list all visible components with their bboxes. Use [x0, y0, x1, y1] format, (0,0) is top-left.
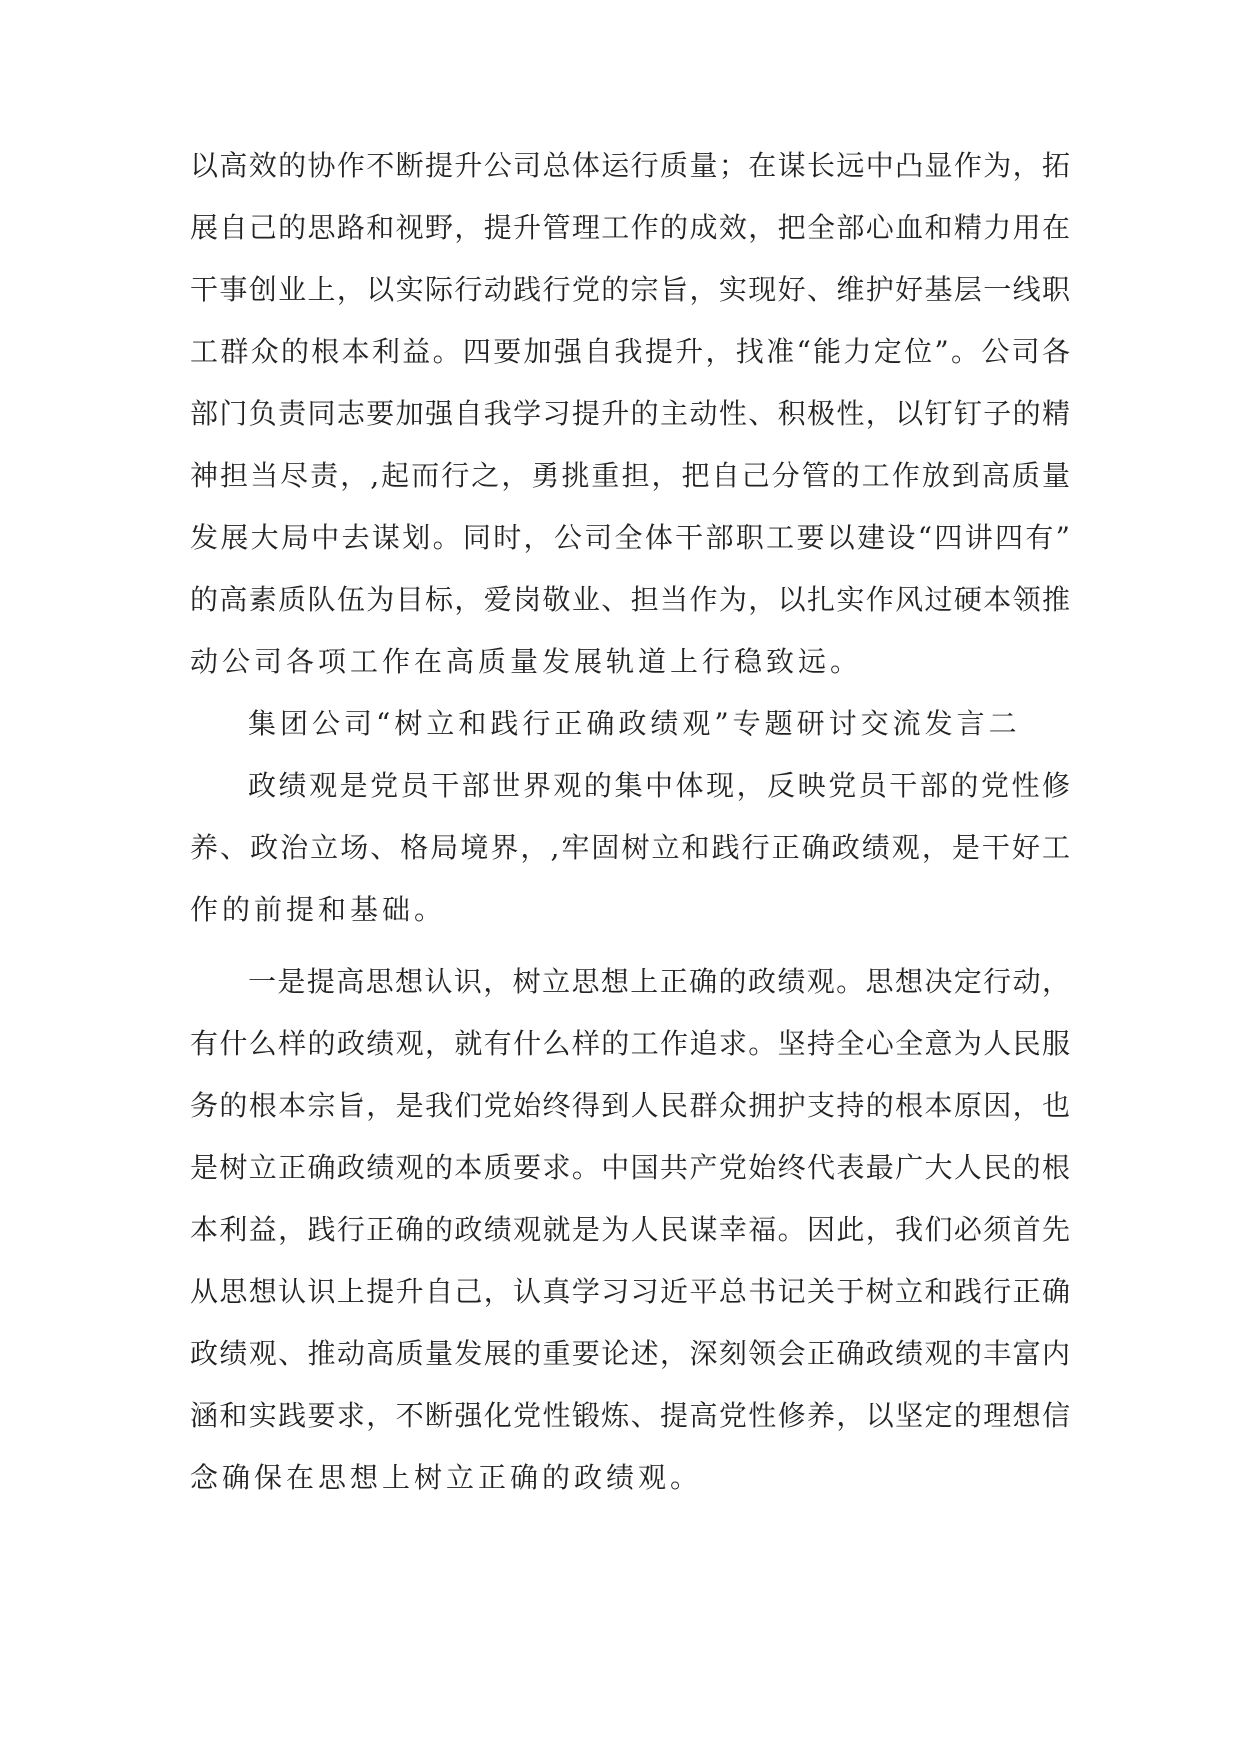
paragraph-line: 从思想认识上提升自己，认真学习习近平总书记关于树立和践行正确	[190, 1275, 1070, 1308]
paragraph-line: 政绩观、推动高质量发展的重要论述，深刻领会正确政绩观的丰富内	[190, 1337, 1070, 1370]
paragraph-line: 务的根本宗旨，是我们党始终得到人民群众拥护支持的根本原因，也	[190, 1089, 1070, 1122]
paragraph-line: 政绩观是党员干部世界观的集中体现，反映党员干部的党性修	[248, 769, 1070, 802]
paragraph-line: 神担当尽责，,起而行之，勇挑重担，把自己分管的工作放到高质量	[190, 459, 1070, 492]
paragraph-line: 一是提高思想认识，树立思想上正确的政绩观。思想决定行动，	[248, 965, 1070, 998]
paragraph-line: 工群众的根本利益。四要加强自我提升，找准“能力定位”。公司各	[190, 335, 1070, 368]
section-title: 集团公司“树立和践行正确政绩观”专题研讨交流发言二	[248, 707, 1021, 740]
paragraph-line: 以高效的协作不断提升公司总体运行质量；在谋长远中凸显作为，拓	[190, 149, 1070, 182]
paragraph-line: 的高素质队伍为目标，爱岗敬业、担当作为，以扎实作风过硬本领推	[190, 583, 1070, 616]
paragraph-line: 展自己的思路和视野，提升管理工作的成效，把全部心血和精力用在	[190, 211, 1070, 244]
paragraph-line: 有什么样的政绩观，就有什么样的工作追求。坚持全心全意为人民服	[190, 1027, 1070, 1060]
paragraph-line: 养、政治立场、格局境界，,牢固树立和践行正确政绩观，是干好工	[190, 831, 1070, 864]
paragraph-line: 本利益，践行正确的政绩观就是为人民谋幸福。因此，我们必须首先	[190, 1213, 1070, 1246]
paragraph-line: 发展大局中去谋划。同时，公司全体干部职工要以建设“四讲四有”	[190, 521, 1070, 554]
paragraph-line: 部门负责同志要加强自我学习提升的主动性、积极性，以钉钉子的精	[190, 397, 1070, 430]
paragraph-line: 涵和实践要求，不断强化党性锻炼、提高党性修养，以坚定的理想信	[190, 1399, 1070, 1432]
paragraph-line: 是树立正确政绩观的本质要求。中国共产党始终代表最广大人民的根	[190, 1151, 1070, 1184]
paragraph-line: 作的前提和基础。	[190, 893, 447, 926]
paragraph-line: 动公司各项工作在高质量发展轨道上行稳致远。	[190, 645, 863, 678]
paragraph-line: 念确保在思想上树立正确的政绩观。	[190, 1461, 703, 1494]
paragraph-line: 干事创业上，以实际行动践行党的宗旨，实现好、维护好基层一线职	[190, 273, 1070, 306]
